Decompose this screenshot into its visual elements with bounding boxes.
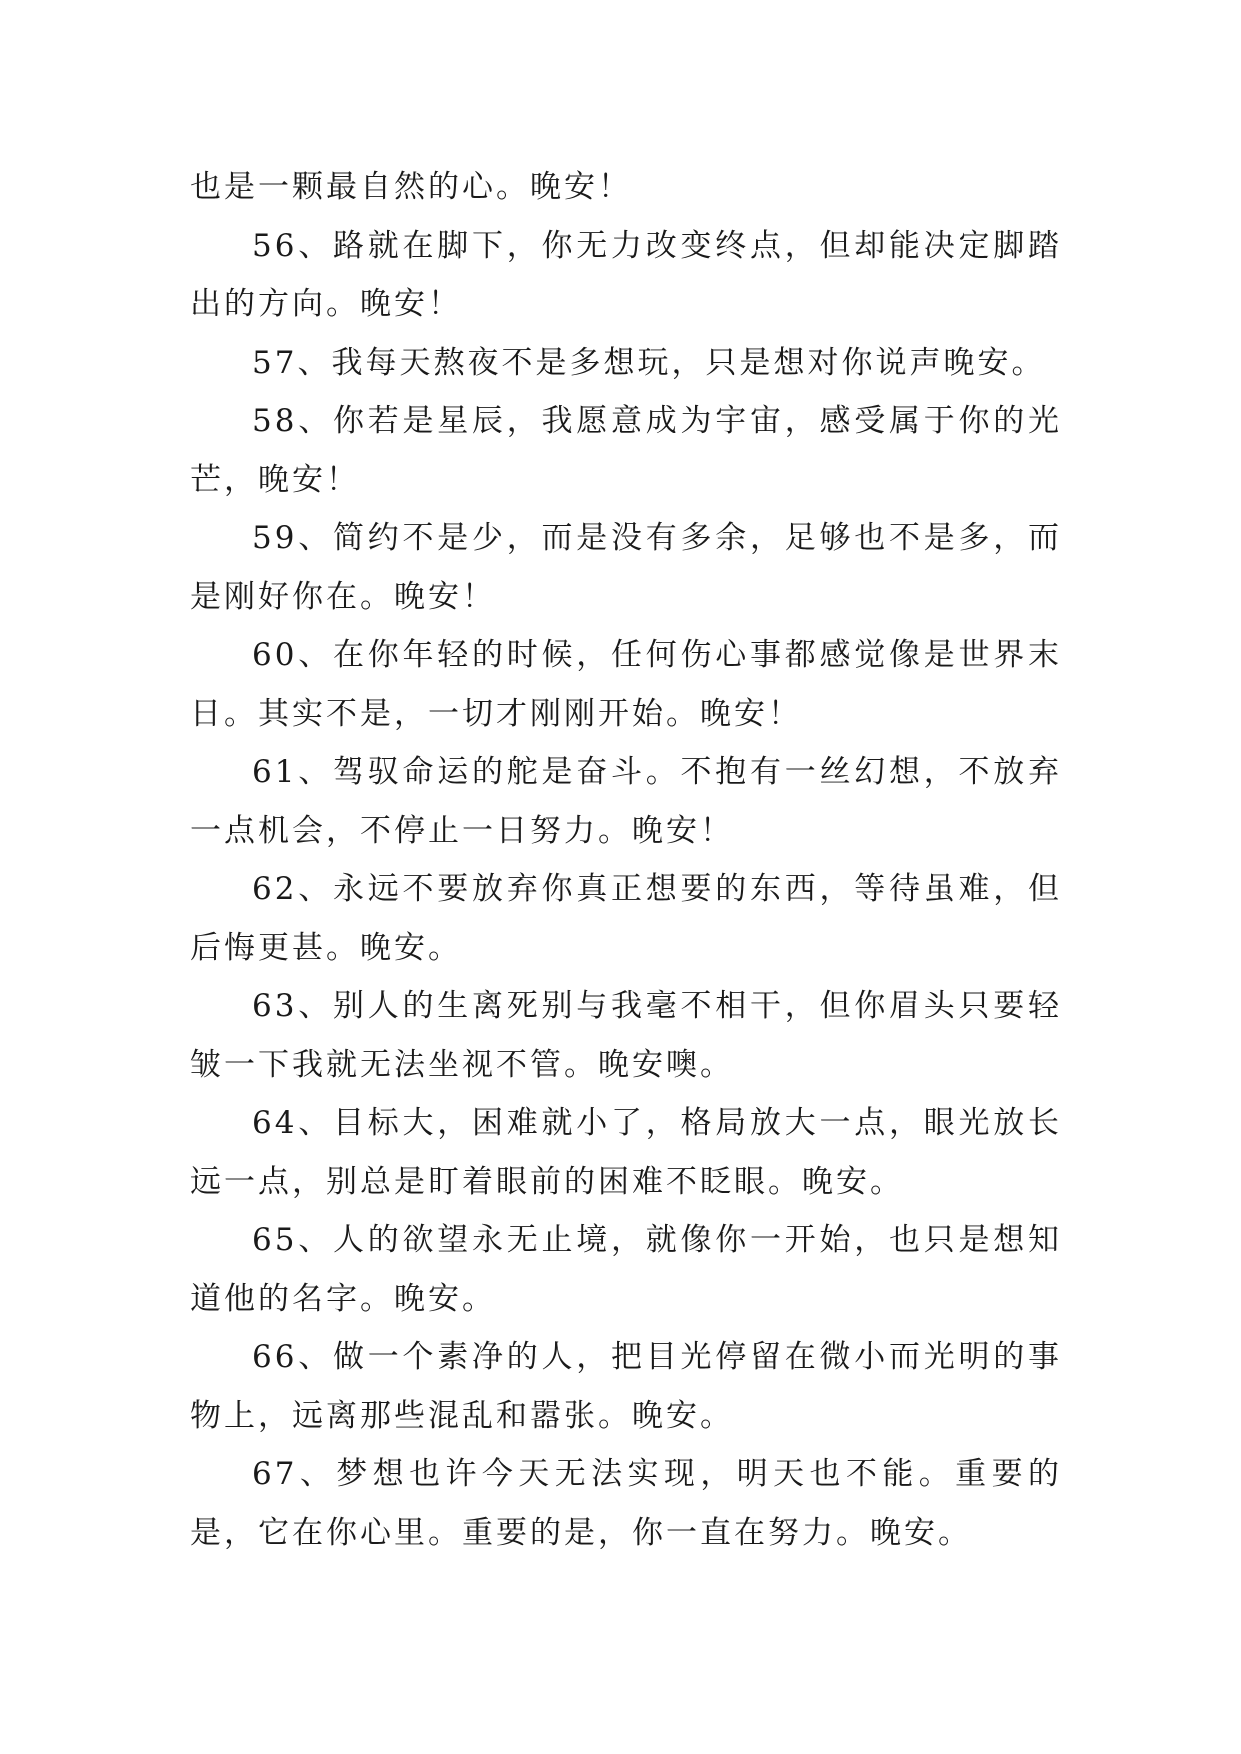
paragraph-61: 61、驾驭命运的舵是奋斗。不抱有一丝幻想，不放弃一点机会，不停止一日努力。晚安！: [190, 754, 1062, 849]
paragraph-continuation: 也是一颗最自然的心。晚安！: [190, 169, 632, 205]
paragraph-64: 64、目标大，困难就小了，格局放大一点，眼光放长远一点，别总是盯着眼前的困难不眨眼。晚安。: [190, 1105, 1062, 1200]
paragraph-59: 59、简约不是少，而是没有多余，足够也不是多，而是刚好你在。晚安！: [190, 520, 1062, 615]
paragraph-65: 65、人的欲望永无止境，就像你一开始，也只是想知道他的名字。晚安。: [190, 1222, 1062, 1317]
paragraph-66: 66、做一个素净的人，把目光停留在微小而光明的事物上，远离那些混乱和嚣张。晚安。: [190, 1339, 1062, 1434]
paragraph-57: 57、我每天熬夜不是多想玩，只是想对你说声晚安。: [252, 344, 1046, 381]
paragraph-60: 60、在你年轻的时候，任何伤心事都感觉像是世界末日。其实不是，一切才刚刚开始。晚安！: [190, 637, 1062, 732]
document-body: [190, 158, 1062, 1562]
paragraph-56: 56、路就在脚下，你无力改变终点，但却能决定脚踏出的方向。晚安！: [190, 227, 1062, 322]
paragraph-63: 63、别人的生离死别与我毫不相干，但你眉头只要轻皱一下我就无法坐视不管。晚安噢。: [190, 988, 1062, 1083]
paragraph-58: 58、你若是星辰，我愿意成为宇宙，感受属于你的光芒，晚安！: [190, 403, 1062, 498]
paragraph-62: 62、永远不要放弃你真正想要的东西，等待虽难，但后悔更甚。晚安。: [190, 871, 1062, 966]
paragraph-67: 67、梦想也许今天无法实现，明天也不能。重要的是，它在你心里。重要的是，你一直在努力。晚安。: [190, 1456, 1062, 1551]
